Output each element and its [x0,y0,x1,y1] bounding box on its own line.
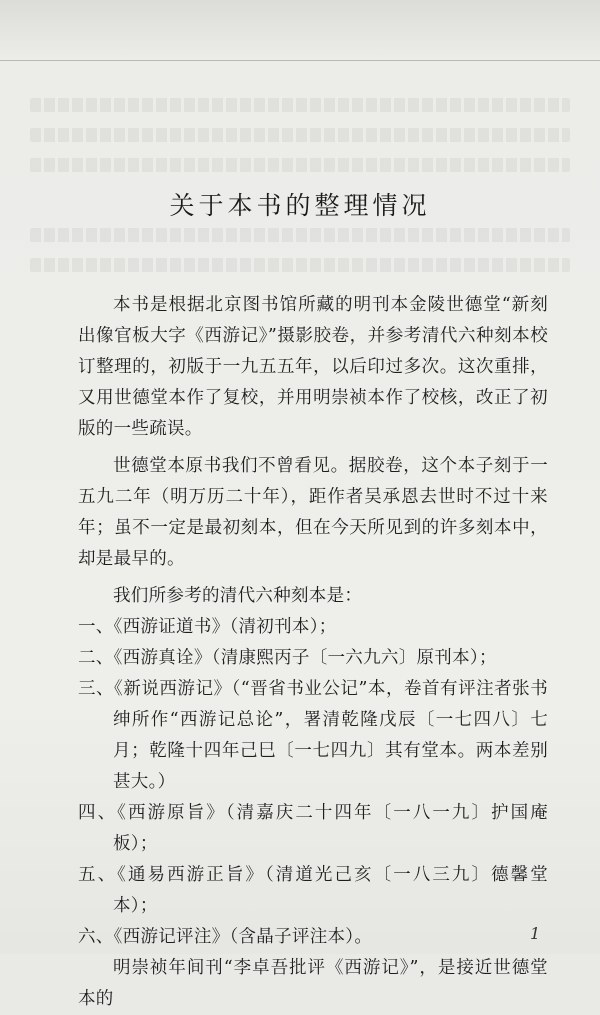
bleed-through-text [30,98,570,112]
paragraph-source: 本书是根据北京图书馆所藏的明刊本金陵世德堂“新刻出像官板大字《西游记》”摄影胶卷，并参考清代六种刻本校订整理的，初版于一九五五年，以后印过多次。这次重排，又用世德堂本作了复校，并用明崇祯本作了校核，改正了初版的一些疏误。 [78,295,548,439]
list-item: 六、《西游记评注》（含晶子评注本）。 [78,927,373,947]
list-item: 四、《西游原旨》（清嘉庆二十四年〔一八一九〕护国庵板）； [78,803,548,854]
paragraph-shidetang: 世德堂本原书我们不曾看见。据胶卷，这个本子刻于一五九二年（明万历二十年），距作者吴承恩去世时不过十来年；虽不一定是最初刻本，但在今天所见到的许多刻本中，却是最早的。 [78,456,548,569]
list-item: 一、《西游证道书》（清初刊本）； [78,617,337,637]
page-number: 1 [530,924,541,943]
bleed-through-header-rule [0,60,600,61]
list-item: 二、《西游真诠》（清康熙丙子〔一六九六〕原刊本）； [78,648,497,668]
closing-line: 明崇祯年间刊“李卓吾批评《西游记》”，是接近世德堂本的 [78,958,548,1009]
page-title: 关于本书的整理情况 [169,191,431,220]
list-item: 三、《新说西游记》（“晋省书业公记”本，卷首有评注者张书绅所作“西游记总论”，署清乾隆戊辰〔一七四八〕七月；乾隆十四年己巳〔一七四九〕其有堂本。两本差别甚大。） [78,679,548,792]
bleed-through-text [30,228,570,242]
bleed-through-text [30,258,570,272]
body-text [78,290,548,1015]
list-item: 五、《通易西游正旨》（清道光己亥〔一八三九〕德馨堂本）； [78,865,548,916]
list-intro: 我们所参考的清代六种刻本是： [113,586,363,606]
bleed-through-text [30,158,570,172]
bleed-through-text [30,128,570,142]
edition-list [78,612,548,953]
